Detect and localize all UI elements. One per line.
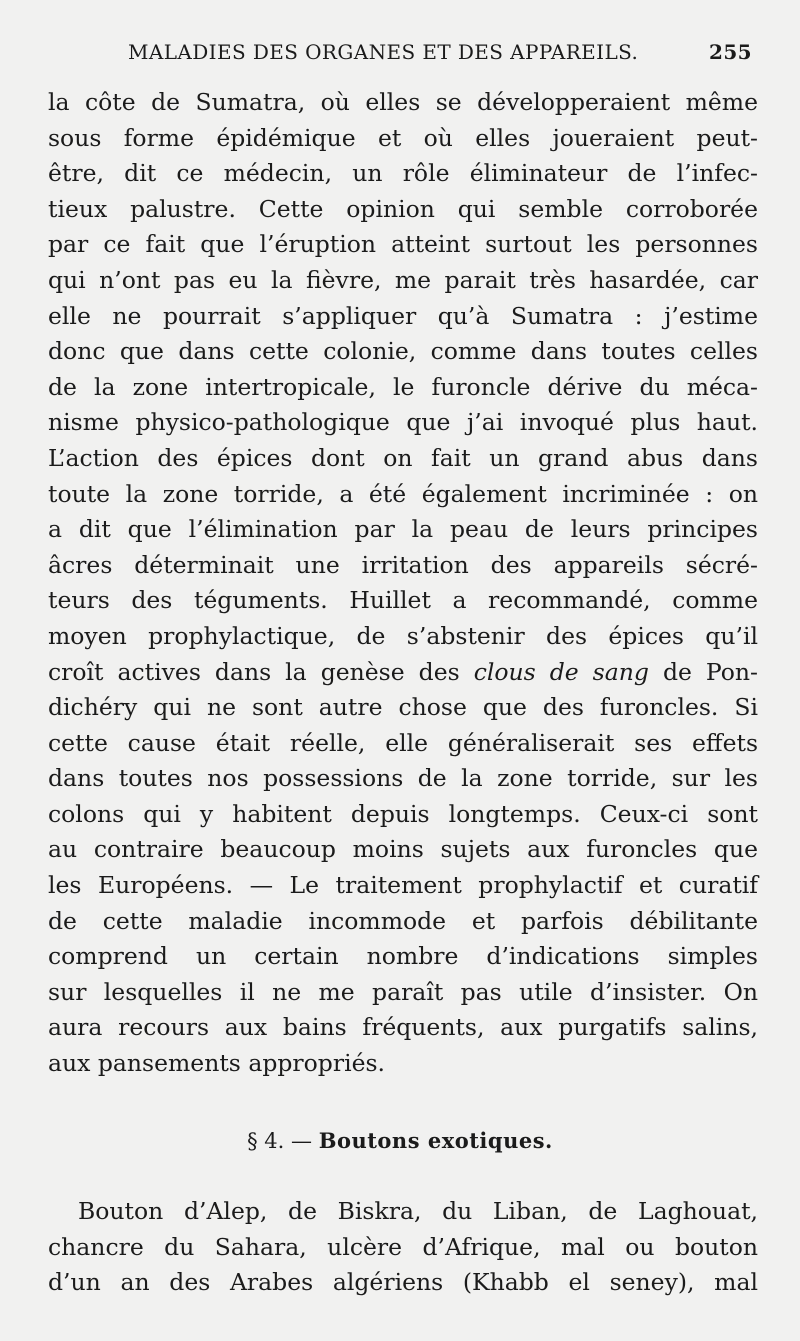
text-line: L’action des épices dont on fait un grand abus dans xyxy=(48,443,758,472)
text-line: Bouton d’Alep, de Biskra, du Liban, de Laghouat, xyxy=(78,1197,758,1225)
text-line: sur lesquelles il ne me paraît pas utile d’insister. On xyxy=(48,977,758,1006)
text-line: toute la zone torride, a été également incriminée : on xyxy=(48,479,758,508)
text-line: âcres déterminait une irritation des appareils sécré- xyxy=(48,550,758,579)
text-line: de la zone intertropicale, le furoncle dérive du méca- xyxy=(48,372,758,401)
section-heading xyxy=(0,1126,800,1156)
text-line: être, dit ce médecin, un rôle éliminateur de l’infec- xyxy=(48,159,758,188)
text-line: comprend un certain nombre d’indications simples xyxy=(48,942,758,971)
text-line: elle ne pourrait s’appliquer qu’à Sumatra : j’estime xyxy=(48,301,758,330)
page-number: 255 xyxy=(709,40,752,64)
text-line: de cette maladie incommode et parfois débilitante xyxy=(48,906,758,935)
text-span: de Pon- xyxy=(648,657,758,686)
text-line: colons qui y habitent depuis longtemps. Ceux-ci sont xyxy=(48,799,758,828)
text-line: par ce fait que l’éruption atteint surtout les personnes xyxy=(48,230,758,259)
text-line: tieux palustre. Cette opinion qui semble corroborée xyxy=(48,194,758,223)
text-line-with-italic xyxy=(48,655,758,691)
text-line: aura recours aux bains fréquents, aux purgatifs salins, xyxy=(48,1013,758,1042)
running-title: MALADIES DES ORGANES ET DES APPAREILS. xyxy=(128,40,639,64)
section-paragraph xyxy=(48,1194,758,1301)
text-line: a dit que l’élimination par la peau de leurs principes xyxy=(48,515,758,544)
text-line: d’un an des Arabes algériens (Khabb el seney), mal xyxy=(48,1268,758,1297)
section-number: § 4. — xyxy=(247,1129,313,1153)
text-line: dans toutes nos possessions de la zone torride, sur les xyxy=(48,764,758,793)
page-header xyxy=(128,40,752,70)
text-line: au contraire beaucoup moins sujets aux furoncles que xyxy=(48,835,758,864)
text-line: moyen prophylactique, de s’abstenir des épices qu’il xyxy=(48,621,758,650)
italic-term: clous de sang xyxy=(473,657,649,686)
text-line: aux pansements appropriés. xyxy=(48,1049,386,1078)
text-line: cette cause était réelle, elle généraliserait ses effets xyxy=(48,728,758,757)
text-line: les Européens. — Le traitement prophylactif et curatif xyxy=(48,871,758,900)
section-title: Boutons exotiques. xyxy=(318,1128,553,1153)
text-line: chancre du Sahara, ulcère d’Afrique, mal ou bouton xyxy=(48,1232,758,1261)
text-line: nisme physico-pathologique que j’ai invoqué plus haut. xyxy=(48,408,758,437)
text-line: dichéry qui ne sont autre chose que des furoncles. Si xyxy=(48,693,758,722)
text-line: sous forme épidémique et où elles joueraient peut- xyxy=(48,123,758,152)
text-line: qui n’ont pas eu la fièvre, me parait très hasardée, car xyxy=(48,265,758,294)
text-span: croît actives dans la genèse des xyxy=(48,657,474,686)
text-line: la côte de Sumatra, où elles se développeraient même xyxy=(48,88,758,116)
body-paragraph xyxy=(48,85,758,1082)
text-line: donc que dans cette colonie, comme dans toutes celles xyxy=(48,337,758,366)
text-line: teurs des téguments. Huillet a recommandé, comme xyxy=(48,586,758,615)
